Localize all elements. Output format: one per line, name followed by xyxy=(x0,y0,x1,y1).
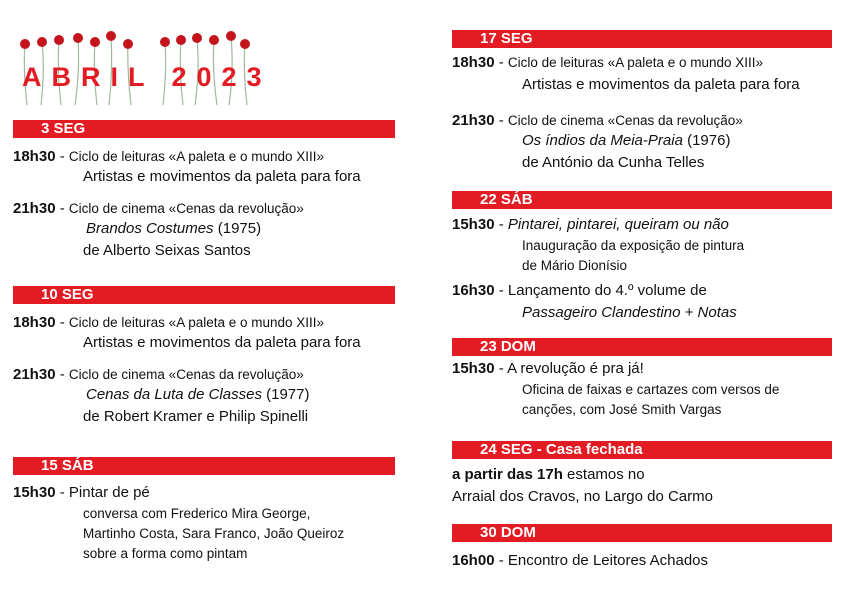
film-line xyxy=(522,132,730,149)
event-time-row xyxy=(452,54,763,71)
event-time: 15h30 xyxy=(452,216,495,233)
event-time: 15h30 xyxy=(13,484,56,501)
event-detail: canções, com José Smith Vargas xyxy=(522,402,722,417)
day-header-22-sab: 22 SÁB xyxy=(452,191,832,209)
film-title: Brandos Costumes xyxy=(86,220,214,237)
event-subtitle: Artistas e movimentos da paleta para fora xyxy=(83,168,361,185)
event-detail: sobre a forma como pintam xyxy=(83,546,248,561)
day-header-30-dom: 30 DOM xyxy=(452,524,832,542)
event-time: 15h30 xyxy=(452,360,495,377)
event-time: 18h30 xyxy=(13,314,56,331)
book-title: Passageiro Clandestino + Notas xyxy=(522,304,737,321)
event-separator: - xyxy=(55,148,69,165)
event-time: 18h30 xyxy=(452,54,495,71)
event-title: Ciclo de leituras «A paleta e o mundo XIII» xyxy=(507,55,764,70)
day-header-23-dom: 23 DOM xyxy=(452,338,832,356)
closed-text: estamos no xyxy=(562,466,645,483)
event-separator: - xyxy=(494,54,508,71)
closed-notice xyxy=(452,466,645,483)
day-header-24-seg: 24 SEG - Casa fechada xyxy=(452,441,832,459)
event-title: Lançamento do 4.º volume de xyxy=(507,282,707,299)
event-time-row xyxy=(13,148,324,165)
event-time: 21h30 xyxy=(452,112,495,129)
film-year: (1977) xyxy=(261,386,310,403)
film-line xyxy=(86,386,309,403)
film-credit: de Robert Kramer e Philip Spinelli xyxy=(83,408,309,425)
event-time-row xyxy=(452,282,707,299)
day-header-10-seg: 10 SEG xyxy=(13,286,395,304)
event-title: Ciclo de leituras «A paleta e o mundo XIII» xyxy=(68,315,325,330)
event-time-row xyxy=(13,366,304,383)
event-detail: Inauguração da exposição de pintura xyxy=(522,238,745,253)
event-subtitle: Artistas e movimentos da paleta para fora xyxy=(522,76,800,93)
event-separator: - xyxy=(55,484,69,501)
event-separator: - xyxy=(494,112,508,129)
event-time: 16h00 xyxy=(452,552,495,569)
day-header-17-seg: 17 SEG xyxy=(452,30,832,48)
event-separator: - xyxy=(494,360,508,377)
event-detail: conversa com Frederico Mira George, xyxy=(83,506,311,521)
event-detail: Martinho Costa, Sara Franco, João Queiroz xyxy=(83,526,345,541)
day-header-3-seg: 3 SEG xyxy=(13,120,395,138)
event-separator: - xyxy=(55,200,69,217)
event-title: A revolução é pra já! xyxy=(507,360,644,377)
event-separator: - xyxy=(494,216,508,233)
event-time: 21h30 xyxy=(13,366,56,383)
day-header-15-sab: 15 SÁB xyxy=(13,457,395,475)
film-year: (1975) xyxy=(213,220,262,237)
film-line xyxy=(86,220,261,237)
event-time-row xyxy=(13,484,150,501)
closed-time: a partir das 17h xyxy=(452,466,563,483)
event-time: 21h30 xyxy=(13,200,56,217)
event-separator: - xyxy=(55,366,69,383)
event-detail: Oficina de faixas e cartazes com versos de xyxy=(522,382,780,397)
event-detail: de Mário Dionísio xyxy=(522,258,628,273)
event-title: Ciclo de cinema «Cenas da revolução» xyxy=(68,367,304,382)
closed-location: Arraial dos Cravos, no Largo do Carmo xyxy=(452,488,713,505)
event-title: Ciclo de cinema «Cenas da revolução» xyxy=(68,201,304,216)
event-title: Encontro de Leitores Achados xyxy=(507,552,709,569)
event-title: Pintarei, pintarei, queiram ou não xyxy=(507,216,729,233)
event-title: Ciclo de cinema «Cenas da revolução» xyxy=(507,113,743,128)
event-time-row xyxy=(13,314,324,331)
event-time-row xyxy=(452,360,644,377)
event-subtitle: Artistas e movimentos da paleta para fora xyxy=(83,334,361,351)
event-time-row xyxy=(13,200,304,217)
film-credit: de Alberto Seixas Santos xyxy=(83,242,251,259)
event-time: 18h30 xyxy=(13,148,56,165)
event-time-row xyxy=(452,112,743,129)
event-time-row xyxy=(452,216,729,233)
film-credit: de António da Cunha Telles xyxy=(522,154,705,171)
event-separator: - xyxy=(494,552,508,569)
event-separator: - xyxy=(55,314,69,331)
event-title: Pintar de pé xyxy=(68,484,150,501)
event-time: 16h30 xyxy=(452,282,495,299)
page-title: ABRIL 2023 xyxy=(22,62,272,92)
event-separator: - xyxy=(494,282,508,299)
event-time-row xyxy=(452,552,708,569)
event-title: Ciclo de leituras «A paleta e o mundo XIII» xyxy=(68,149,325,164)
film-year: (1976) xyxy=(682,132,731,149)
film-title: Os índios da Meia-Praia xyxy=(522,132,683,149)
film-title: Cenas da Luta de Classes xyxy=(86,386,262,403)
